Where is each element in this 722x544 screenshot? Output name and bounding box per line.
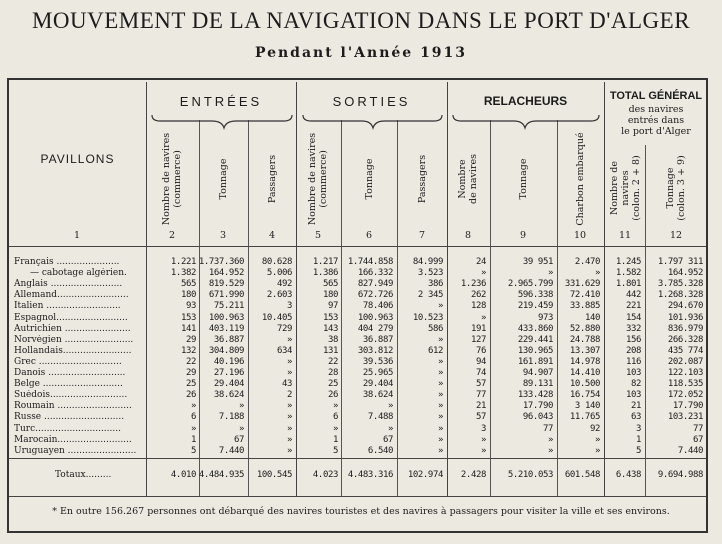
cell-col-6: 39.536 bbox=[362, 356, 393, 367]
total-cell-col-9: 5.210.053 bbox=[507, 470, 553, 480]
cell-col-11: 1.801 bbox=[615, 279, 641, 290]
total-cell-col-3: 4.484.935 bbox=[198, 470, 244, 480]
cell-col-7: » bbox=[437, 301, 443, 312]
cell-col-9: 161.891 bbox=[517, 356, 553, 367]
cell-col-2: 1 bbox=[190, 434, 196, 445]
cell-col-3: 1.737.360 bbox=[198, 257, 244, 267]
cell-col-11: 1.582 bbox=[615, 268, 641, 279]
cell-col-7: 3.523 bbox=[417, 268, 443, 279]
column-header-3: Tonnage bbox=[217, 158, 229, 200]
row-name: Suédois........................... bbox=[14, 390, 128, 401]
cell-col-7: 586 bbox=[427, 323, 443, 334]
column-number-2: 2 bbox=[168, 230, 176, 241]
cell-col-12: 435 774 bbox=[667, 345, 703, 356]
cell-col-3: » bbox=[238, 401, 244, 412]
cell-col-3: 29.404 bbox=[213, 379, 244, 390]
cell-col-11: 1 bbox=[635, 434, 641, 445]
cell-col-2: 565 bbox=[180, 279, 196, 290]
row-name: Belge ............................ bbox=[14, 379, 123, 390]
cell-col-9: 96.043 bbox=[522, 412, 553, 423]
cell-col-7: » bbox=[437, 423, 443, 434]
cell-col-10: 2.470 bbox=[574, 257, 600, 267]
cell-col-3: » bbox=[238, 423, 244, 434]
cell-col-2: 5 bbox=[190, 445, 196, 456]
cell-col-9: 89.131 bbox=[522, 379, 553, 390]
cell-col-9: 77 bbox=[542, 423, 553, 434]
cell-col-10: 24.788 bbox=[569, 334, 600, 345]
cell-col-5: » bbox=[332, 423, 338, 434]
cell-col-4: 80.628 bbox=[261, 257, 292, 267]
cell-col-5: 1 bbox=[332, 434, 338, 445]
cell-col-4: » bbox=[286, 401, 292, 412]
cell-col-10: 11.765 bbox=[569, 412, 600, 423]
cell-col-2: 25 bbox=[185, 379, 196, 390]
total-cell-col-8: 2.428 bbox=[460, 470, 486, 480]
cell-col-3: 36.887 bbox=[213, 334, 244, 345]
column-number-6: 6 bbox=[365, 230, 373, 241]
cell-col-2: 1.382 bbox=[170, 268, 196, 279]
cell-col-8: » bbox=[480, 434, 486, 445]
row-name: Uruguayen ........................ bbox=[14, 445, 137, 456]
cell-col-9: 94.907 bbox=[522, 368, 553, 378]
cell-col-6: 36.887 bbox=[362, 334, 393, 345]
cell-col-11: 63 bbox=[630, 412, 641, 423]
cell-col-6: 827.949 bbox=[357, 279, 393, 290]
cell-col-3: 100.963 bbox=[208, 312, 244, 323]
row-name: Anglais ......................... bbox=[14, 279, 123, 290]
row-name: Norvégien ........................ bbox=[14, 334, 134, 345]
cell-col-9: » bbox=[547, 445, 553, 456]
cell-col-5: 1.217 bbox=[312, 257, 338, 267]
cell-col-10: 10.500 bbox=[569, 379, 600, 390]
cell-col-4: » bbox=[286, 412, 292, 423]
cell-col-8: 57 bbox=[475, 412, 486, 423]
cell-col-12: 836.979 bbox=[667, 323, 703, 334]
cell-col-4: » bbox=[286, 445, 292, 456]
cell-col-11: 5 bbox=[635, 445, 641, 456]
cell-col-3: 304.809 bbox=[208, 345, 244, 356]
cell-col-5: » bbox=[332, 401, 338, 412]
cell-col-4: 492 bbox=[276, 279, 292, 290]
column-number-7: 7 bbox=[418, 230, 426, 241]
cell-col-2: » bbox=[190, 423, 196, 434]
cell-col-5: 565 bbox=[322, 279, 338, 290]
cell-col-6: 100.963 bbox=[357, 312, 393, 323]
cell-col-11: 442 bbox=[625, 290, 641, 301]
column-number-4: 4 bbox=[268, 230, 276, 241]
cell-col-5: 28 bbox=[327, 368, 338, 378]
cell-col-3: 7.440 bbox=[218, 445, 244, 456]
column-number-12: 12 bbox=[669, 230, 683, 241]
cell-col-5: 97 bbox=[327, 301, 338, 312]
column-header-10: Charbon embarqué bbox=[574, 132, 586, 226]
cell-col-2: 29 bbox=[185, 334, 196, 345]
cell-col-5: 6 bbox=[332, 412, 338, 423]
cell-col-11: 156 bbox=[625, 334, 641, 345]
cell-col-10: 14.410 bbox=[569, 368, 600, 378]
cell-col-3: 671.990 bbox=[208, 290, 244, 301]
column-header-6: Tonnage bbox=[363, 158, 375, 200]
row-name: Espagnol......................... bbox=[14, 312, 128, 323]
cell-col-8: 191 bbox=[470, 323, 486, 334]
cell-col-10: » bbox=[594, 445, 600, 456]
cell-col-7: 2 345 bbox=[417, 290, 443, 301]
total-cell-col-7: 102.974 bbox=[407, 470, 443, 480]
cell-col-4: » bbox=[286, 356, 292, 367]
total-cell-col-5: 4.023 bbox=[312, 470, 338, 480]
cell-col-5: 5 bbox=[332, 445, 338, 456]
cell-col-6: 672.726 bbox=[357, 290, 393, 301]
cell-col-5: 153 bbox=[322, 312, 338, 323]
cell-col-10: 14.978 bbox=[569, 356, 600, 367]
cell-col-4: » bbox=[286, 368, 292, 378]
cell-col-12: 7.440 bbox=[677, 445, 703, 456]
cell-col-9: 2.965.799 bbox=[507, 279, 553, 290]
totals-label: Totaux......... bbox=[55, 470, 112, 480]
cell-col-4: 5.006 bbox=[266, 268, 292, 279]
cell-col-10: 3 140 bbox=[574, 401, 600, 412]
cell-col-8: » bbox=[480, 445, 486, 456]
cell-col-4: » bbox=[286, 334, 292, 345]
cell-col-5: 25 bbox=[327, 379, 338, 390]
header-pavillons: PAVILLONS bbox=[40, 152, 115, 166]
cell-col-9: 39 951 bbox=[522, 257, 553, 267]
cell-col-9: 219.459 bbox=[517, 301, 553, 312]
cell-col-5: 143 bbox=[322, 323, 338, 334]
row-name: Italien .......................... bbox=[14, 301, 121, 312]
cell-col-7: » bbox=[437, 390, 443, 401]
column-header-8: Nombre de navires bbox=[457, 154, 479, 204]
cell-col-5: 1.386 bbox=[312, 268, 338, 279]
cell-col-11: 154 bbox=[625, 312, 641, 323]
cell-col-6: 7.488 bbox=[367, 412, 393, 423]
column-header-11: Nombre de navires (colon. 2 + 8) bbox=[608, 155, 642, 221]
cell-col-10: 331.629 bbox=[564, 279, 600, 290]
cell-col-6: 303.812 bbox=[357, 345, 393, 356]
total-cell-col-12: 9.694.988 bbox=[657, 470, 703, 480]
row-name: Autrichien ....................... bbox=[14, 323, 131, 334]
cell-col-12: 118.535 bbox=[667, 379, 703, 390]
cell-col-5: 180 bbox=[322, 290, 338, 301]
cell-col-9: 433.860 bbox=[517, 323, 553, 334]
cell-col-7: 84.999 bbox=[412, 257, 443, 267]
cell-col-8: 128 bbox=[470, 301, 486, 312]
cell-col-9: 133.428 bbox=[517, 390, 553, 401]
cell-col-3: 38.624 bbox=[213, 390, 244, 401]
cell-col-9: 130.965 bbox=[517, 345, 553, 356]
cell-col-11: 103 bbox=[625, 368, 641, 378]
column-header-9: Tonnage bbox=[517, 158, 529, 200]
column-number-8: 8 bbox=[464, 230, 472, 241]
cell-col-12: 122.103 bbox=[667, 368, 703, 378]
cell-col-6: 1.744.858 bbox=[347, 257, 393, 267]
cell-col-10: 13.307 bbox=[569, 345, 600, 356]
cell-col-10: » bbox=[594, 434, 600, 445]
total-cell-col-2: 4.010 bbox=[170, 470, 196, 480]
cell-col-8: 94 bbox=[475, 356, 486, 367]
cell-col-8: 57 bbox=[475, 379, 486, 390]
cell-col-2: 141 bbox=[180, 323, 196, 334]
cell-col-6: 29.404 bbox=[362, 379, 393, 390]
column-number-1: 1 bbox=[73, 230, 81, 241]
column-header-5: Nombre de navires (commerce) bbox=[307, 132, 329, 226]
header-total-sub3: le port d'Alger bbox=[621, 126, 691, 137]
cell-col-9: » bbox=[547, 268, 553, 279]
cell-col-6: » bbox=[387, 401, 393, 412]
row-name: Marocain.......................... bbox=[14, 434, 132, 445]
cell-col-4: 2 bbox=[286, 390, 292, 401]
cell-col-2: 26 bbox=[185, 390, 196, 401]
cell-col-7: 10.523 bbox=[412, 312, 443, 323]
cell-col-8: » bbox=[480, 268, 486, 279]
cell-col-12: 1.268.328 bbox=[657, 290, 703, 301]
cell-col-7: » bbox=[437, 434, 443, 445]
cell-col-10: 33.885 bbox=[569, 301, 600, 312]
cell-col-11: 3 bbox=[635, 423, 641, 434]
cell-col-11: 116 bbox=[625, 356, 641, 367]
header-total-sub1: des navires bbox=[628, 104, 684, 115]
cell-col-3: 75.211 bbox=[213, 301, 244, 312]
cell-col-12: 1.797 311 bbox=[657, 257, 703, 267]
cell-col-2: 6 bbox=[190, 412, 196, 423]
cell-col-7: 386 bbox=[427, 279, 443, 290]
row-name: Russe ............................ bbox=[14, 412, 125, 423]
cell-col-2: 1.221 bbox=[170, 257, 196, 267]
row-name: Turc.............................. bbox=[14, 423, 121, 434]
cell-col-10: 92 bbox=[589, 423, 600, 434]
cell-col-9: 596.338 bbox=[517, 290, 553, 301]
cell-col-8: 1.236 bbox=[460, 279, 486, 290]
cell-col-12: 202.087 bbox=[667, 356, 703, 367]
cell-col-4: 2.603 bbox=[266, 290, 292, 301]
cell-col-7: » bbox=[437, 356, 443, 367]
total-cell-col-4: 100.545 bbox=[256, 470, 292, 480]
column-header-12: Tonnage (colon. 3 + 9) bbox=[665, 155, 687, 221]
header-relacheurs: RELACHEURS bbox=[483, 94, 568, 108]
cell-col-7: » bbox=[437, 368, 443, 378]
cell-col-7: » bbox=[437, 412, 443, 423]
cell-col-10: 52.880 bbox=[569, 323, 600, 334]
page-title: MOUVEMENT DE LA NAVIGATION DANS LE PORT D'ALGER bbox=[31, 8, 691, 33]
cell-col-12: 77 bbox=[692, 423, 703, 434]
cell-col-11: 221 bbox=[625, 301, 641, 312]
footnote: * En outre 156.267 personnes ont débarqué des navires touristes et des navires à passagers pour visiter la ville et ses environs. bbox=[52, 506, 670, 517]
cell-col-2: 29 bbox=[185, 368, 196, 378]
cell-col-6: 67 bbox=[382, 434, 393, 445]
row-name: Hollandais........................ bbox=[14, 345, 132, 356]
cell-col-11: 21 bbox=[630, 401, 641, 412]
cell-col-7: » bbox=[437, 334, 443, 345]
cell-col-5: 131 bbox=[322, 345, 338, 356]
row-name: Danois ........................... bbox=[14, 368, 126, 378]
cell-col-12: 17.790 bbox=[672, 401, 703, 412]
cell-col-7: » bbox=[437, 401, 443, 412]
total-cell-col-11: 6.438 bbox=[615, 470, 641, 480]
cell-col-11: 82 bbox=[630, 379, 641, 390]
row-name: Grec ............................. bbox=[14, 356, 122, 367]
cell-col-8: 76 bbox=[475, 345, 486, 356]
cell-col-9: » bbox=[547, 434, 553, 445]
cell-col-5: 22 bbox=[327, 356, 338, 367]
header-entrees: ENTRÉES bbox=[179, 94, 263, 109]
total-cell-col-6: 4.483.316 bbox=[347, 470, 393, 480]
cell-col-6: 404 279 bbox=[357, 323, 393, 334]
cell-col-6: 166.332 bbox=[357, 268, 393, 279]
cell-col-9: 229.441 bbox=[517, 334, 553, 345]
cell-col-4: 729 bbox=[276, 323, 292, 334]
cell-col-3: 67 bbox=[233, 434, 244, 445]
cell-col-3: 7.188 bbox=[218, 412, 244, 423]
total-cell-col-10: 601.548 bbox=[564, 470, 600, 480]
header-total-general: TOTAL GÉNÉRAL bbox=[609, 90, 703, 102]
cell-col-6: 6.540 bbox=[367, 445, 393, 456]
cell-col-2: 153 bbox=[180, 312, 196, 323]
cell-col-6: 78.406 bbox=[362, 301, 393, 312]
cell-col-4: 43 bbox=[281, 379, 292, 390]
cell-col-6: 38.624 bbox=[362, 390, 393, 401]
page-subtitle: Pendant l'Année 1913 bbox=[254, 45, 468, 61]
column-number-11: 11 bbox=[618, 230, 632, 241]
column-number-9: 9 bbox=[519, 230, 527, 241]
row-name: Roumain .......................... bbox=[14, 401, 132, 412]
column-header-7: Passagers bbox=[416, 154, 428, 204]
cell-col-12: 164.952 bbox=[667, 268, 703, 279]
cell-col-12: 103.231 bbox=[667, 412, 703, 423]
cell-col-8: 21 bbox=[475, 401, 486, 412]
cell-col-8: 262 bbox=[470, 290, 486, 301]
column-header-4: Passagers bbox=[266, 154, 278, 204]
cell-col-5: 38 bbox=[327, 334, 338, 345]
header-total-sub2: entrés dans bbox=[627, 115, 685, 126]
cell-col-8: 127 bbox=[470, 334, 486, 345]
cell-col-8: » bbox=[480, 312, 486, 323]
header-sorties: SORTIES bbox=[332, 94, 411, 109]
cell-col-10: 140 bbox=[584, 312, 600, 323]
cell-col-10: » bbox=[594, 268, 600, 279]
cell-col-11: 332 bbox=[625, 323, 641, 334]
cell-col-9: 973 bbox=[537, 312, 553, 323]
cell-col-2: 22 bbox=[185, 356, 196, 367]
cell-col-8: 77 bbox=[475, 390, 486, 401]
cell-col-4: » bbox=[286, 434, 292, 445]
cell-col-7: » bbox=[437, 445, 443, 456]
cell-col-8: 3 bbox=[480, 423, 486, 434]
cell-col-2: 132 bbox=[180, 345, 196, 356]
cell-col-12: 266.328 bbox=[667, 334, 703, 345]
cell-col-10: 72.410 bbox=[569, 290, 600, 301]
cell-col-6: 25.965 bbox=[362, 368, 393, 378]
cell-col-12: 3.785.328 bbox=[657, 279, 703, 290]
cell-col-12: 67 bbox=[692, 434, 703, 445]
cell-col-2: » bbox=[190, 401, 196, 412]
cell-col-4: 634 bbox=[276, 345, 292, 356]
cell-col-11: 103 bbox=[625, 390, 641, 401]
cell-col-7: » bbox=[437, 379, 443, 390]
row-name: Français ...................... bbox=[14, 257, 120, 267]
column-number-3: 3 bbox=[219, 230, 227, 241]
cell-col-12: 294.670 bbox=[667, 301, 703, 312]
cell-col-2: 93 bbox=[185, 301, 196, 312]
cell-col-12: 101.936 bbox=[667, 312, 703, 323]
cell-col-6: » bbox=[387, 423, 393, 434]
cell-col-4: 10.405 bbox=[261, 312, 292, 323]
cell-col-11: 208 bbox=[625, 345, 641, 356]
cell-col-8: 74 bbox=[475, 368, 486, 378]
cell-col-8: 24 bbox=[475, 257, 486, 267]
row-name: Allemand......................... bbox=[14, 290, 129, 301]
cell-col-3: 164.952 bbox=[208, 268, 244, 279]
cell-col-3: 819.529 bbox=[208, 279, 244, 290]
cell-col-4: 3 bbox=[286, 301, 292, 312]
cell-col-2: 180 bbox=[180, 290, 196, 301]
cell-col-7: 612 bbox=[427, 345, 443, 356]
cell-col-10: 16.754 bbox=[569, 390, 600, 401]
cell-col-3: 40.196 bbox=[213, 356, 244, 367]
cell-col-3: 27.196 bbox=[213, 368, 244, 378]
column-number-10: 10 bbox=[573, 230, 587, 241]
column-number-5: 5 bbox=[314, 230, 322, 241]
cell-col-4: » bbox=[286, 423, 292, 434]
column-header-2: Nombre de navires (commerce) bbox=[161, 132, 183, 226]
cell-col-9: 17.790 bbox=[522, 401, 553, 412]
cell-col-5: 26 bbox=[327, 390, 338, 401]
cell-col-11: 1.245 bbox=[615, 257, 641, 267]
cell-col-12: 172.052 bbox=[667, 390, 703, 401]
row-name: — cabotage algérien. bbox=[30, 268, 127, 279]
cell-col-3: 403.119 bbox=[208, 323, 244, 334]
